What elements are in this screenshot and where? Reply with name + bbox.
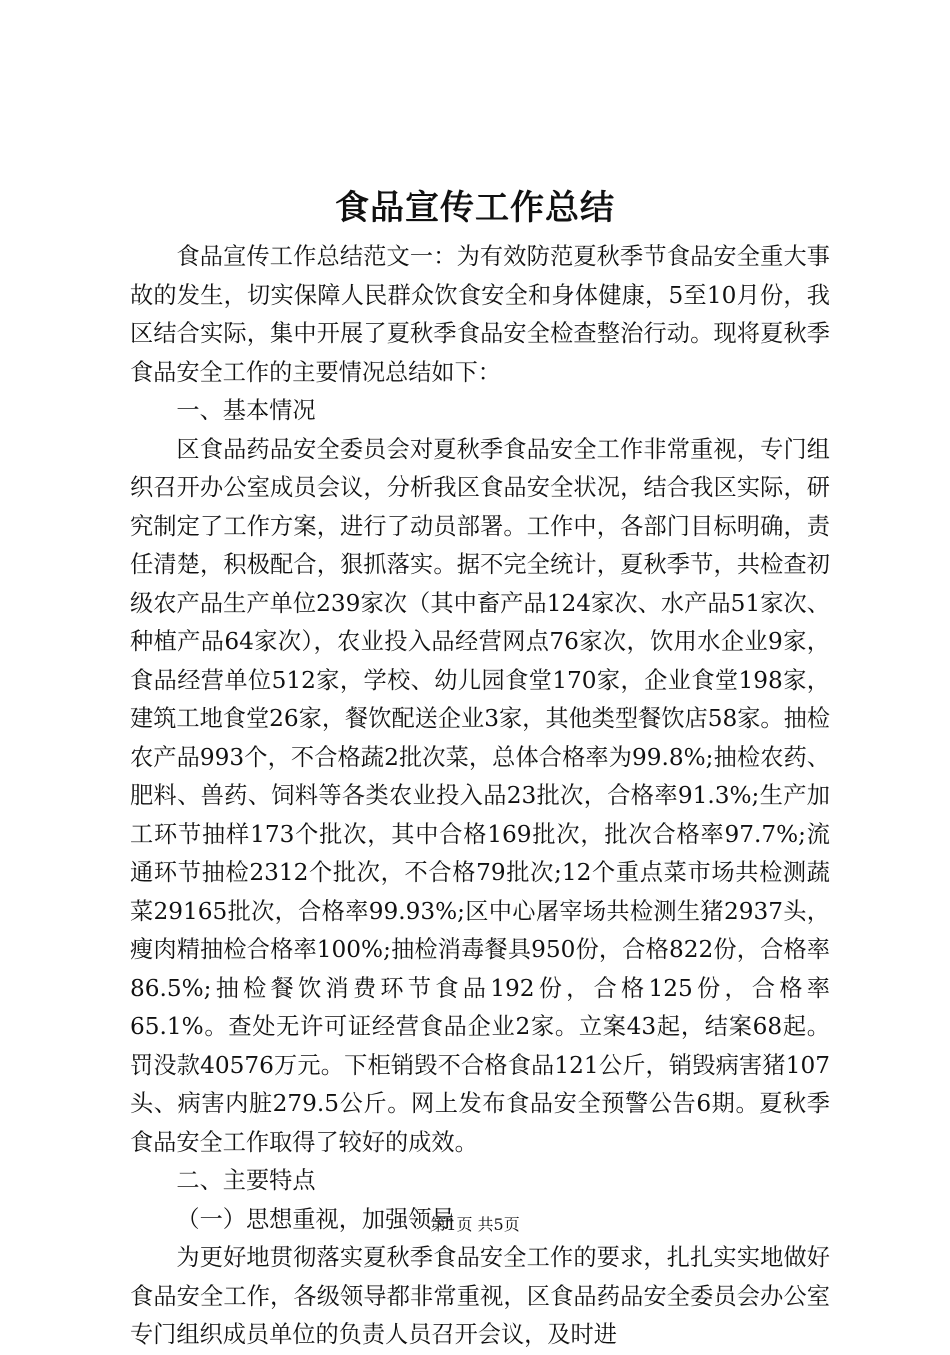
document-body	[130, 238, 830, 1355]
document-title: 食品宣传工作总结	[335, 188, 615, 228]
section-heading-basic: 一、基本情况	[176, 397, 316, 424]
section-heading-features: 二、主要特点	[176, 1167, 316, 1194]
paragraph-intro: 食品宣传工作总结范文一：为有效防范夏秋季节食品安全重大事故的发生，切实保障人民群众饮食安全和身体健康，5至10月份，我区结合实际，集中开展了夏秋季食品安全检查整治行动。现将夏秋季食品安全工作的主要情况总结如下：	[130, 243, 830, 386]
page-footer: 第1页 共5页	[430, 1215, 520, 1234]
subsection-heading-leadership: （一）思想重视，加强领导	[176, 1205, 455, 1233]
paragraph-leadership: 为更好地贯彻落实夏秋季食品安全工作的要求，扎扎实实地做好食品安全工作，各级领导都非常重视，区食品药品安全委员会办公室专门组织成员单位的负责人员召开会议，及时进	[130, 1244, 830, 1348]
paragraph-basic-situation: 区食品药品安全委员会对夏秋季食品安全工作非常重视，专门组织召开办公室成员会议，分析我区食品安全状况，结合我区实际，研究制定了工作方案，进行了动员部署。工作中，各部门目标明确，责任清楚，积极配合，狠抓落实。据不完全统计，夏秋季节，共检查初级农产品生产单位239家次（其中畜产品124家次、水产品51家次、种植产品64家次），农业投入品经营网点76家次，饮用水企业9家，食品经营单位512家，学校、幼儿园食堂170家，企业食堂198家，建筑工地食堂26家，餐饮配送企业3家，其他类型餐饮店58家。抽检农产品993个，不合格蔬2批次菜，总体合格率为99.8%;抽检农药、肥料、兽药、饲料等各类农业投入品23批次，合格率91.3%;生产加工环节抽样173个批次，其中合格169批次，批次合格率97.7%;流通环节抽检2312个批次，不合格79批次;12个重点菜市场共检测蔬菜29165批次，合格率99.93%;区中心屠宰场共检测生猪2937头，瘦肉精抽检合格率100%;抽检消毒餐具950份，合格822份，合格率86.5%;抽检餐饮消费环节食品192份，合格125份，合格率65.1%。查处无许可证经营食品企业2家。立案43起，结案68起。罚没款40576万元。下柜销毁不合格食品121公斤，销毁病害猪107头、病害内脏279.5公斤。网上发布食品安全预警公告6期。夏秋季食品安全工作取得了较好的成效。	[130, 435, 830, 1156]
